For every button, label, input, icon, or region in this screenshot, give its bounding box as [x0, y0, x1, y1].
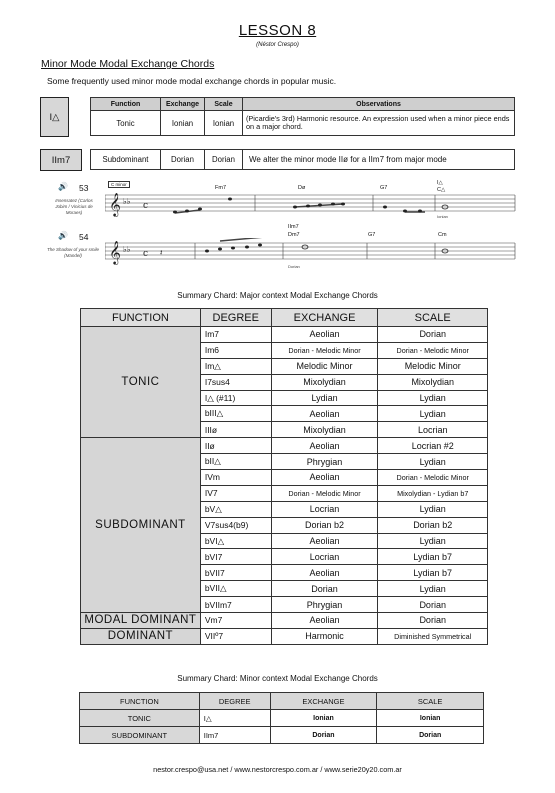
cell-scale: Dorian: [378, 613, 488, 629]
cell-exchange: Aeolian: [271, 470, 378, 486]
cell-degree: IIm7: [199, 727, 270, 744]
table-row: [81, 628, 488, 644]
example-caption: The Shadow of your smile (Mandel): [46, 247, 100, 258]
chord-symbol: I△: [437, 180, 443, 186]
cell-degree: Im6: [200, 342, 271, 358]
cell-scale: Lydian: [378, 406, 488, 422]
chord-label: IIm7: [51, 154, 71, 166]
cell-exchange: Aeolian: [271, 613, 378, 629]
cell-scale: Melodic Minor: [378, 358, 488, 374]
cell-exchange: Dorian: [270, 727, 377, 744]
cell-function: SUBDOMINANT: [80, 727, 200, 744]
chord-symbol: C△: [437, 187, 446, 193]
header-exchange: EXCHANGE: [271, 309, 378, 327]
cell-exchange: Aeolian: [271, 406, 378, 422]
header-scale: SCALE: [378, 309, 488, 327]
intro-text: Some frequently used minor mode modal exchange chords in popular music.: [47, 76, 337, 86]
cell-scale: Lydian: [378, 581, 488, 597]
chord-symbol: G7: [380, 185, 388, 191]
cell-exchange: Phrygian: [271, 597, 378, 613]
svg-text:𝄞: 𝄞: [109, 240, 121, 264]
table-row: [80, 727, 484, 744]
observations-table: [90, 97, 515, 136]
cell-degree: I7sus4: [200, 374, 271, 390]
example-number: 54: [79, 232, 89, 242]
cell-exchange: Harmonic: [271, 628, 378, 644]
header-function: FUNCTION: [80, 693, 200, 710]
cell-function: Tonic: [91, 111, 161, 136]
section-title: Minor Mode Modal Exchange Chords: [41, 58, 215, 70]
minor-chart-caption: Summary Chard: Minor context Modal Exchange Chords: [177, 674, 378, 683]
cell-degree: bII△: [200, 454, 271, 470]
cell-scale: Dorian - Melodic Minor: [378, 470, 488, 486]
cell-exchange: Aeolian: [271, 327, 378, 343]
cell-degree: bVII△: [200, 581, 271, 597]
chord-symbol: Fm7: [215, 185, 226, 191]
table-row: [81, 438, 488, 454]
cell-scale: Diminished Symmetrical: [378, 628, 488, 644]
scale-annotation: Dorian: [288, 264, 300, 269]
cell-exchange: Ionian: [161, 111, 205, 136]
cell-degree: bVI△: [200, 533, 271, 549]
cell-degree: Vm7: [200, 613, 271, 629]
cell-exchange: Dorian - Melodic Minor: [271, 485, 378, 501]
cell-exchange: Aeolian: [271, 438, 378, 454]
major-chart-caption: Summary Chard: Major context Modal Exchange Chords: [177, 291, 378, 300]
chord-symbol: IIm7: [288, 224, 299, 230]
cell-scale: Lydian: [378, 454, 488, 470]
cell-scale: Dorian b2: [378, 517, 488, 533]
cell-exchange: Locrian: [271, 549, 378, 565]
table-row: [81, 613, 488, 629]
cell-scale: Mixolydian: [378, 374, 488, 390]
cell-function: MODAL DOMINANT: [81, 613, 201, 629]
cell-degree: bVIIm7: [200, 597, 271, 613]
table-row: [81, 327, 488, 343]
chord-symbol: G7: [368, 232, 376, 238]
header-function: FUNCTION: [81, 309, 201, 327]
chord-symbol: Cm: [438, 232, 447, 238]
cell-function: Subdominant: [91, 150, 161, 170]
cell-function: DOMINANT: [81, 628, 201, 644]
chord-label: I△: [49, 111, 60, 123]
svg-text:♭♭: ♭♭: [123, 197, 131, 206]
cell-degree: Im7: [200, 327, 271, 343]
minor-context-table: [79, 692, 484, 744]
speaker-icon[interactable]: 🔊: [58, 231, 68, 240]
scale-annotation: Ionian: [437, 214, 448, 219]
svg-text:𝄞: 𝄞: [109, 192, 121, 216]
header-exchange: Exchange: [161, 98, 205, 111]
cell-scale: Dorian: [378, 597, 488, 613]
cell-scale: Dorian: [205, 150, 243, 170]
major-context-table: [80, 308, 488, 645]
observations-table-2: [90, 149, 515, 170]
key-label: C minor: [108, 181, 130, 188]
cell-exchange: Dorian b2: [271, 517, 378, 533]
cell-scale: Lydian b7: [378, 549, 488, 565]
footer-contact: nestor.crespo@usa.net / www.nestorcrespo.com.ar / www.serie20y20.com.ar: [153, 765, 402, 774]
cell-scale: Dorian: [377, 727, 484, 744]
table-row: [80, 710, 484, 727]
cell-scale: Lydian: [378, 501, 488, 517]
cell-degree: bVII7: [200, 565, 271, 581]
cell-exchange: Mixolydian: [271, 374, 378, 390]
cell-exchange: Locrian: [271, 501, 378, 517]
cell-degree: bV△: [200, 501, 271, 517]
cell-degree: IIø: [200, 438, 271, 454]
cell-function: SUBDOMINANT: [81, 438, 201, 613]
cell-scale: Lydian b7: [378, 565, 488, 581]
cell-scale: Lydian: [378, 533, 488, 549]
cell-observations: (Picardie's 3rd) Harmonic resource. An expression used when a minor piece ends on a major chord.: [243, 111, 515, 136]
cell-exchange: Dorian: [271, 581, 378, 597]
music-staff-2: [105, 238, 520, 268]
cell-function: TONIC: [81, 327, 201, 438]
cell-exchange: Lydian: [271, 390, 378, 406]
example-number: 53: [79, 183, 89, 193]
chord-box-i-major: [40, 97, 69, 137]
cell-degree: IVm: [200, 470, 271, 486]
cell-degree: I△: [199, 710, 270, 727]
cell-scale: Dorian: [378, 327, 488, 343]
header-function: Function: [91, 98, 161, 111]
cell-scale: Locrian: [378, 422, 488, 438]
chord-symbol: Dø: [298, 185, 306, 191]
cell-degree: IV7: [200, 485, 271, 501]
cell-exchange: Dorian: [161, 150, 205, 170]
cell-observations: We alter the minor mode IIø for a IIm7 from major mode: [243, 150, 515, 170]
header-observations: Observations: [243, 98, 515, 111]
cell-degree: IIIø: [200, 422, 271, 438]
chord-symbol: Dm7: [288, 232, 300, 238]
cell-degree: bIII△: [200, 406, 271, 422]
page-title: LESSON 8: [238, 22, 317, 39]
chord-box-iim7: [40, 149, 82, 171]
header-exchange: EXCHANGE: [270, 693, 377, 710]
header-scale: Scale: [205, 98, 243, 111]
cell-degree: I△ (#11): [200, 390, 271, 406]
cell-degree: bVI7: [200, 549, 271, 565]
header-scale: SCALE: [377, 693, 484, 710]
svg-text:c: c: [143, 249, 149, 259]
svg-text:𝄽: 𝄽: [160, 248, 163, 257]
cell-exchange: Phrygian: [271, 454, 378, 470]
cell-exchange: Aeolian: [271, 533, 378, 549]
header-degree: DEGREE: [200, 309, 271, 327]
cell-degree: V7sus4(b9): [200, 517, 271, 533]
table-row: [91, 150, 515, 170]
cell-scale: Dorian - Melodic Minor: [378, 342, 488, 358]
cell-exchange: Ionian: [270, 710, 377, 727]
cell-scale: Lydian: [378, 390, 488, 406]
example-caption: Insensatez (Carlos Jobim / Vinicius de Moraes): [55, 198, 93, 215]
svg-text:c: c: [143, 201, 149, 211]
cell-degree: VIIº7: [200, 628, 271, 644]
cell-exchange: Dorian - Melodic Minor: [271, 342, 378, 358]
cell-function: TONIC: [80, 710, 200, 727]
cell-scale: Ionian: [377, 710, 484, 727]
table-row: [91, 111, 515, 136]
cell-exchange: Melodic Minor: [271, 358, 378, 374]
author: (Néstor Crespo): [256, 42, 299, 48]
cell-scale: Mixolydian - Lydian b7: [378, 485, 488, 501]
cell-degree: Im△: [200, 358, 271, 374]
cell-scale: Locrian #2: [378, 438, 488, 454]
music-staff-1: [105, 190, 520, 220]
header-degree: DEGREE: [199, 693, 270, 710]
speaker-icon[interactable]: 🔊: [58, 182, 68, 191]
cell-scale: Ionian: [205, 111, 243, 136]
cell-exchange: Aeolian: [271, 565, 378, 581]
svg-text:♭♭: ♭♭: [123, 245, 131, 254]
cell-exchange: Mixolydian: [271, 422, 378, 438]
